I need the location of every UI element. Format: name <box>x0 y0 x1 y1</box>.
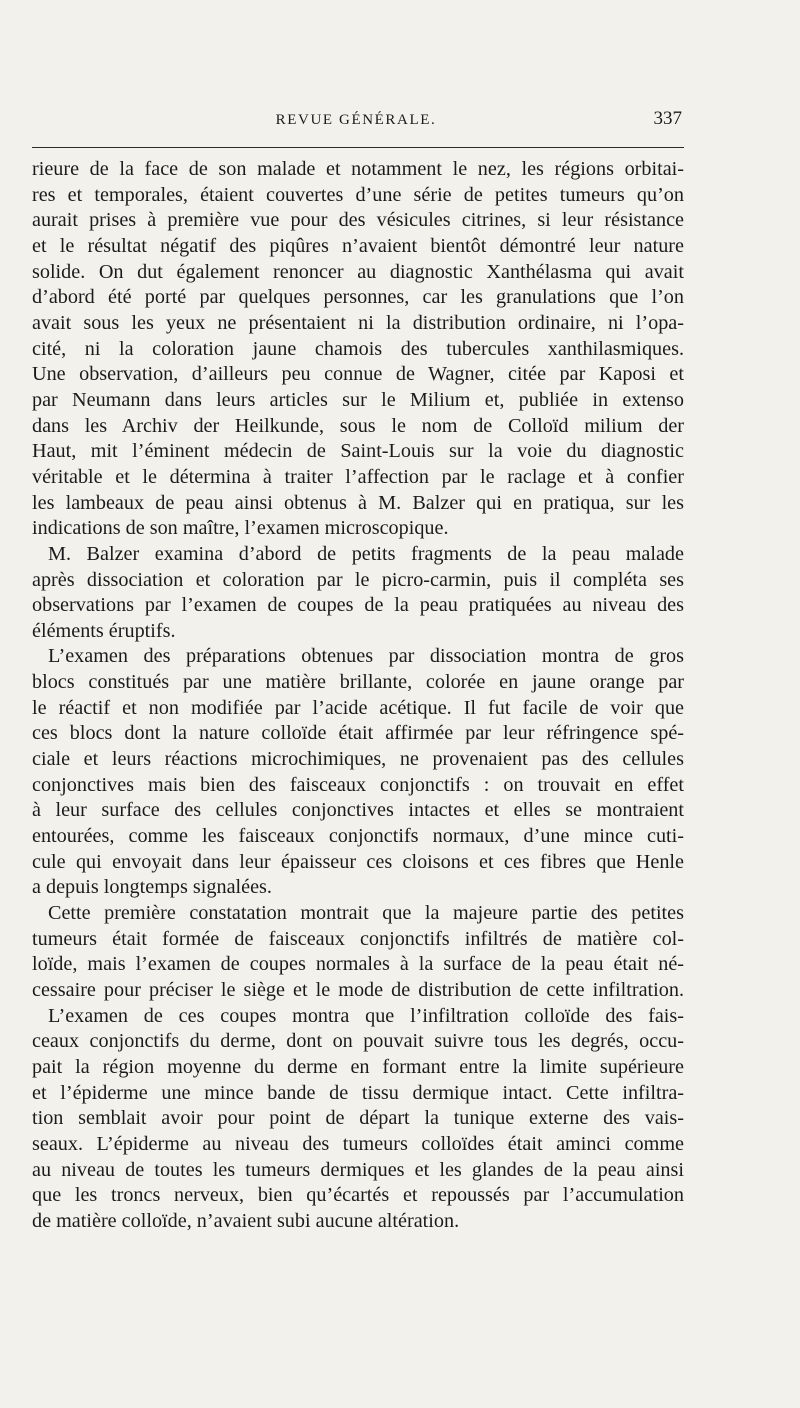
text-line: éléments éruptifs. <box>32 619 176 642</box>
text-line: indications de son maître, l’examen microscopique. <box>32 517 449 540</box>
text-line: et l’épiderme une mince bande de tissu dermique intact. Cette infiltra- <box>32 1081 684 1104</box>
page-number: 337 <box>653 108 682 129</box>
text-line: solide. On dut également renoncer au diagnostic Xanthélasma qui avait <box>32 260 684 283</box>
text-line: ces blocs dont la nature colloïde était affirmée par leur réfringence spé- <box>32 722 684 745</box>
text-line: L’examen de ces coupes montra que l’infiltration colloïde des fais- <box>48 1004 684 1027</box>
text-line: observations par l’examen de coupes de la peau pratiquées au niveau des <box>32 594 684 617</box>
text-line: ciale et leurs réactions microchimiques, ne provenaient pas des cellules <box>32 748 684 771</box>
text-line: d’abord été porté par quelques personnes, car les granulations que l’on <box>32 286 684 309</box>
text-line: entourées, comme les faisceaux conjonctifs normaux, d’une mince cuti- <box>32 825 684 848</box>
text-line: blocs constitués par une matière brillante, colorée en jaune orange par <box>32 671 684 694</box>
text-line: véritable et le détermina à traiter l’affection par le raclage et à confier <box>32 465 684 488</box>
text-line: a depuis longtemps signalées. <box>32 876 272 899</box>
text-line: avait sous les yeux ne présentaient ni la distribution ordinaire, ni l’opa- <box>32 311 684 334</box>
text-line: Une observation, d’ailleurs peu connue de Wagner, citée par Kaposi et <box>32 363 684 386</box>
text-line: et le résultat négatif des piqûres n’avaient bientôt démontré leur nature <box>32 234 684 257</box>
text-line: tion semblait avoir pour point de départ la tunique externe des vais- <box>32 1107 684 1130</box>
text-line: le réactif et non modifiée par l’acide acétique. Il fut facile de voir que <box>32 696 684 719</box>
text-line: L’examen des préparations obtenues par dissociation montra de gros <box>48 645 684 668</box>
text-line: Cette première constatation montrait que la majeure partie des petites <box>48 902 684 925</box>
text-line: pait la région moyenne du derme en formant entre la limite supérieure <box>32 1055 684 1078</box>
body-text <box>32 157 684 1235</box>
text-line: seaux. L’épiderme au niveau des tumeurs colloïdes était aminci comme <box>32 1132 684 1155</box>
text-line: cité, ni la coloration jaune chamois des tubercules xanthilasmiques. <box>32 337 684 360</box>
text-line: après dissociation et coloration par le picro-carmin, puis il compléta ses <box>32 568 684 591</box>
running-title: REVUE GÉNÉRALE. <box>275 112 437 128</box>
text-line: res et temporales, étaient couvertes d’une série de petites tumeurs qu’on <box>32 183 684 206</box>
text-line: conjonctives mais bien des faisceaux conjonctifs : on trouvait en effet <box>32 773 684 796</box>
page-header <box>30 108 682 138</box>
text-line: aurait prises à première vue pour des vésicules citrines, si leur résistance <box>32 209 684 232</box>
text-line: que les troncs nerveux, bien qu’écartés et repoussés par l’accumulation <box>32 1184 684 1207</box>
text-line: à leur surface des cellules conjonctives intactes et elles se montraient <box>32 799 684 822</box>
text-line: rieure de la face de son malade et notamment le nez, les régions orbitai- <box>32 158 684 180</box>
text-line: tumeurs était formée de faisceaux conjonctifs infiltrés de matière col- <box>32 927 684 950</box>
text-line: loïde, mais l’examen de coupes normales à la surface de la peau était né- <box>32 953 684 976</box>
text-line: Haut, mit l’éminent médecin de Saint-Louis sur la voie du diagnostic <box>32 440 684 463</box>
header-rule <box>32 147 684 148</box>
text-line: cule qui envoyait dans leur épaisseur ces cloisons et ces fibres que Henle <box>32 850 684 873</box>
text-line: au niveau de toutes les tumeurs dermiques et les glandes de la peau ainsi <box>32 1158 684 1181</box>
text-line: M. Balzer examina d’abord de petits fragments de la peau malade <box>48 542 684 565</box>
text-line: par Neumann dans leurs articles sur le Milium et, publiée in extenso <box>32 388 684 411</box>
text-line: de matière colloïde, n’avaient subi aucune altération. <box>32 1209 460 1232</box>
text-line: cessaire pour préciser le siège et le mode de distribution de cette infiltration. <box>32 979 684 1001</box>
text-line: les lambeaux de peau ainsi obtenus à M. Balzer qui en pratiqua, sur les <box>32 491 684 514</box>
text-line: dans les Archiv der Heilkunde, sous le nom de Colloïd milium der <box>32 414 684 437</box>
text-line: ceaux conjonctifs du derme, dont on pouvait suivre tous les degrés, occu- <box>32 1030 684 1053</box>
